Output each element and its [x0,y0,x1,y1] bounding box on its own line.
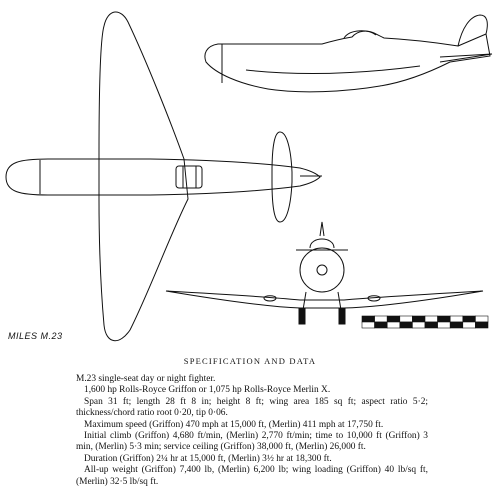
scale-bar-segment [387,322,400,328]
scale-bar-segment [425,316,438,322]
scale-bar-segment [475,316,488,322]
front-wheel-right [339,308,345,324]
side-fuselage-outline [205,15,490,92]
scale-bar-segment [412,322,425,328]
scale-bar-segment [463,316,476,322]
side-elevation [205,15,492,92]
scale-bar-segment [400,316,413,322]
front-fin [320,222,324,236]
plan-view [6,12,322,341]
scale-bar-segment [412,316,425,322]
spec-line-climb: Initial climb (Griffon) 4,680 ft/min, (Merlin) 2,770 ft/min; time to 10,000 ft (Griffon) 3 min, (Merlin) 5·3 min; service ceiling (Griffon) 38,000 ft, (Merlin) 26,000 ft. [76,431,428,453]
scale-bar-segment [400,322,413,328]
scale-bar-segment [438,316,451,322]
plan-tailplane [272,132,292,222]
scale-bar-segment [425,322,438,328]
side-fin-line [458,34,486,46]
scale-bar-segment [475,322,488,328]
plan-fuselage [6,159,320,195]
side-tailplane [440,54,492,62]
plan-cockpit [176,166,202,188]
front-cowling [300,248,344,292]
scale-bar-segment [463,322,476,328]
side-wing-line [246,66,420,73]
front-wing [166,291,483,308]
scale-bar-segment [387,316,400,322]
scale-bar-segment [375,322,388,328]
figure-caption: MILES M.23 [8,331,63,341]
spec-line-role: M.23 single-seat day or night fighter. [76,374,216,384]
scale-bar-segment [450,316,463,322]
scale-bar-segment [375,316,388,322]
scale-bar-segment [450,322,463,328]
scale-bar-segment [362,316,375,322]
front-wheel-left [299,308,305,324]
spec-line-dimensions: Span 31 ft; length 28 ft 8 in; height 8 ft; wing area 185 sq ft; aspect ratio 5·2; thickness/chord ratio root 0·20, tip 0·06. [76,396,428,419]
front-radiator-left [264,296,276,301]
spec-line-engines: 1,600 hp Rolls-Royce Griffon or 1,075 hp Rolls-Royce Merlin X. [84,385,331,396]
spec-line-weight: All-up weight (Griffon) 7,400 lb, (Merlin) 6,200 lb; wing loading (Griffon) 40 lb/sq ft, (Merlin) 32·5 lb/sq ft. [76,465,428,487]
spec-body [76,374,428,488]
spec-heading: SPECIFICATION AND DATA [183,356,317,366]
front-spinner [317,265,327,275]
front-canopy [310,239,334,248]
scale-bar-segment [438,322,451,328]
front-view [166,222,483,324]
scale-bar [362,316,488,328]
spec-line-max-speed: Maximum speed (Griffon) 470 mph at 15,000 ft, (Merlin) 411 mph at 17,750 ft. [84,419,384,430]
spec-line-duration: Duration (Griffon) 2¼ hr at 15,000 ft, (Merlin) 3½ hr at 18,300 ft. [84,453,332,464]
scale-bar-segment [362,322,375,328]
